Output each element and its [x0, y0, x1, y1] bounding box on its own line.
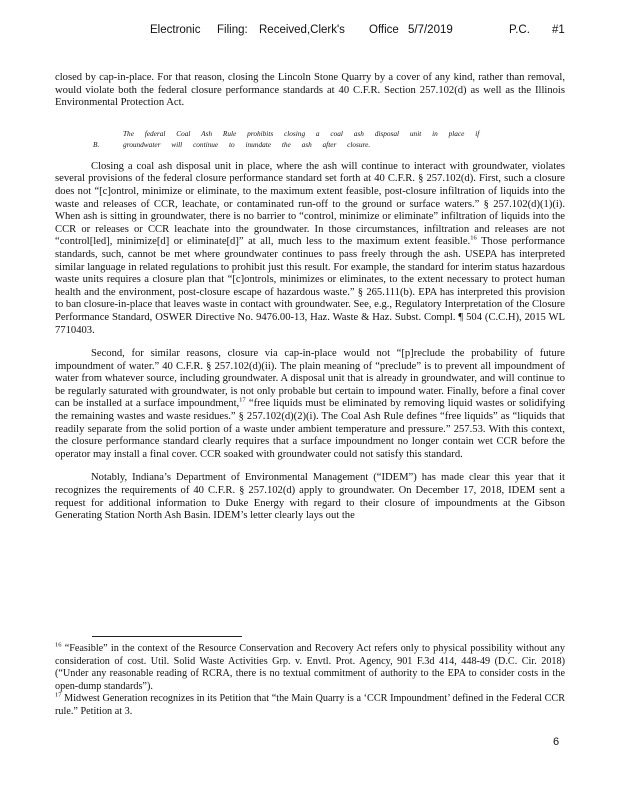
paragraph-closing-cont: Those performance standards, such, cannot be met where groundwater continues to pass freely through the ash. USEPA has interpreted similar language in related regulations to prohibit just this result. For example, the standard for interim status hazardous waste units requires a closure plan that “[c]ontrols, minimizes or eliminates, to the extent necessary to protect human health and the environment, post-closure escape of hazardous waste.” § 265.111(b). EPA has interpreted this provision to ban closure-in-place that leaves waste in contact with groundwater. See, e.g., Regulatory Interpretation of the Closure Performance Standard, OSWER Directive No. 9476.00-13, Haz. Waste & Haz. Subst. Compl. ¶ 504 (C.C.H), 2015 WL 7710403. — [55, 236, 565, 336]
footnote-17-text: Midwest Generation recognizes in its Petition that “the Main Quarry is a ‘CCR Impoundment’ defined in the Federal CCR rule.” Petition at 3. — [55, 693, 565, 717]
paragraph-closing-text: Closing a coal ash disposal unit in place, where the ash will continue to interact with groundwater, violates several provisions of the federal closure performance standard set forth at 40 C.F.R. § 257.102(d). First, such a closure does not “[c]ontrol, minimize or eliminate, to the maximum extent feasible, post-closure infiltration of liquids into the waste and releases of CCR, leachate, or contaminated run-off to the ground or surface waters.” § 257.102(d)(1)(i). When ash is sitting in groundwater, there is no barrier to “control, minimize or eliminate” infiltration of liquids into the CCR or releases or CCR leachate into the groundwater. In those circumstances, infiltration and releases are not “control[led], minimize[d] or eliminate[d]” at all, much less to the maximum extent feasible. — [55, 160, 565, 248]
paragraph-closing — [55, 161, 565, 337]
footnote-ref-17: 17 — [239, 396, 246, 404]
footnote-ref-16: 16 — [470, 234, 477, 242]
header-filing: Filing: — [217, 24, 248, 36]
header-received: Received,Clerk's — [259, 24, 345, 36]
filing-header — [0, 24, 618, 38]
footnotes — [55, 643, 565, 719]
header-pc: P.C. — [509, 24, 530, 36]
page-number: 6 — [553, 736, 560, 748]
section-heading — [93, 128, 565, 150]
paragraph-indiana: Notably, Indiana’s Department of Environmental Management (“IDEM”) has made clear this year that it recognizes the requirements of 40 C.F.R. § 257.102(d) apply to groundwater. On December 17, 2018, IDEM sent a request for additional information to Duke Energy with regard to their closure of impoundments at the Gibson Generating Station North Ash Basin. IDEM’s letter clearly lays out the — [55, 472, 565, 522]
paragraph-second-text: Second, for similar reasons, closure via cap-in-place would not “[p]reclude the probability of future impoundment of water.” 40 C.F.R. § 257.102(d)(ii). The plain meaning of “preclude” is to prevent all impoundment of water from whatever source, including groundwater. A disposal unit that is already in groundwater, and will continue to be regularly saturated with groundwater, is not only probable but certain to impound water. Finally, before a final cover can be installed at a surface impoundment, — [55, 348, 565, 410]
footnote-16 — [55, 643, 565, 693]
header-office: Office — [369, 24, 399, 36]
heading-text: The federal Coal Ash Rule prohibits closing a coal ash disposal unit in place if groundwater will continue to inundate the ash after closure. — [123, 128, 480, 149]
footnote-16-number: 16 — [55, 641, 62, 649]
footnote-17 — [55, 693, 565, 718]
header-number: #1 — [552, 24, 565, 36]
document-body — [55, 72, 565, 523]
header-electronic: Electronic — [150, 24, 201, 36]
paragraph-second-cont: “free liquids must be eliminated by removing liquid wastes or solidifying the remaining wastes and waste residues.” § 257.102(d)(2)(i). The Coal Ash Rule defines “free liquids” as “liquids that readily separate from the solid portion of a waste under ambient temperature and pressure.” 257.53. With this context, the closure performance standard clearly requires that a surface impoundment no longer contain wet CCR before the operator may install a final cover. CCR soaked with groundwater could not satisfy this standard. — [55, 398, 565, 460]
footnote-16-text: “Feasible” in the context of the Resource Conservation and Recovery Act refers only to physical possibility without any consideration of cost. Util. Solid Waste Activities Grp. v. Envtl. Prot. Agency, 901 F.3d 414, 448-49 (D.C. Cir. 2018) (“Under any reasonable reading of RCRA, there is no textual commitment of authority to the EPA to consider costs in the open-dump standards”). — [55, 643, 565, 692]
paragraph-second — [55, 348, 565, 461]
heading-label: B. — [93, 139, 100, 149]
paragraph-intro: closed by cap-in-place. For that reason, closing the Lincoln Stone Quarry by a cover of any kind, rather than removal, would violate both the federal closure performance standards at 40 C.F.R. Section 257.102(d) as well as the Illinois Environmental Protection Act. — [55, 72, 565, 109]
header-date: 5/7/2019 — [408, 24, 453, 36]
footnote-17-number: 17 — [55, 691, 62, 699]
footnote-divider — [92, 636, 242, 637]
